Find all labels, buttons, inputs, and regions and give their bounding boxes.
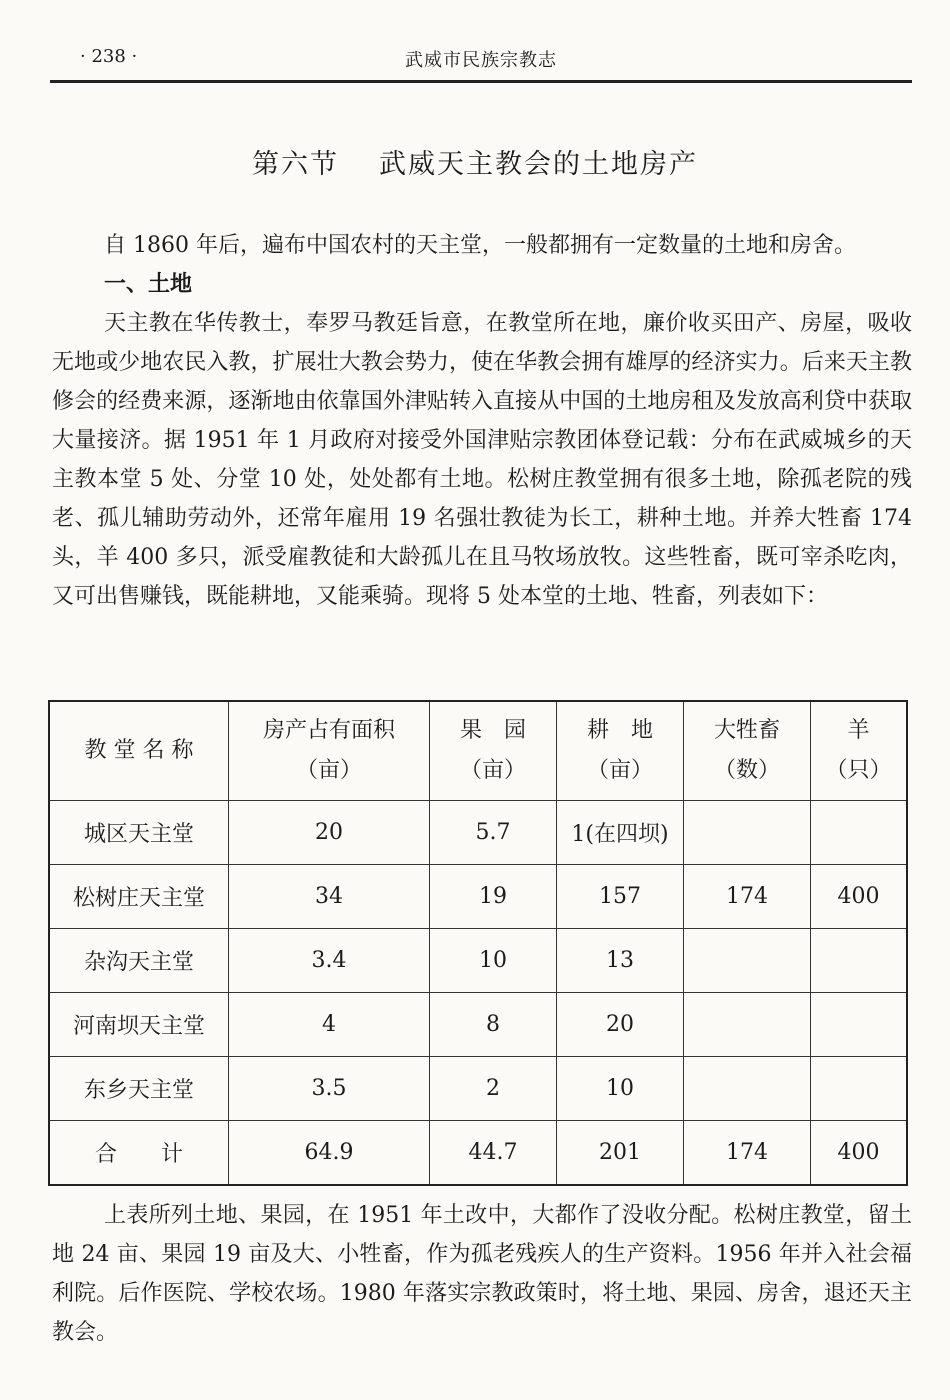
cell-sheep: [811, 993, 908, 1057]
cell-livestock: [684, 993, 811, 1057]
land-table: [48, 700, 908, 1186]
header-sheep: 羊 （只）: [811, 701, 908, 801]
table-total-row: [49, 1121, 907, 1186]
cell-livestock: 174: [684, 1121, 811, 1186]
cell-farmland: 201: [557, 1121, 684, 1186]
table-row: [49, 993, 907, 1057]
cell-property-area: 3.4: [229, 929, 430, 993]
table-row: [49, 865, 907, 929]
cell-farmland: 13: [557, 929, 684, 993]
cell-property-area: 64.9: [229, 1121, 430, 1186]
cell-sheep: 400: [811, 865, 908, 929]
cell-orchard: 5.7: [430, 801, 557, 865]
paragraph-land: 天主教在华传教士，奉罗马教廷旨意，在教堂所在地，廉价收买田产、房屋，吸收无地或少地农民入教，扩展壮大教会势力，使在华教会拥有雄厚的经济实力。后来天主教修会的经费来源，逐渐地由依靠国外津贴转入直接从中国的土地房租及发放高利贷中获取大量接济。据 1951 年 1 月政府对接受外国津贴宗教团体登记载：分布在武威城乡的天主教本堂 5 处、分堂 10 处，处处都有土地。松树庄教堂拥有很多土地，除孤老院的残老、孤儿辅助劳动外，还常年雇用 19 名强壮教徒为长工，耕种土地。并养大牲畜 174 头，羊 400 多只，派受雇教徒和大龄孤儿在且马牧场放牧。这些牲畜，既可宰杀吃肉，又可出售赚钱，既能耕地，又能乘骑。现将 5 处本堂的土地、牲畜，列表如下：: [52, 311, 912, 609]
running-title: 武威市民族宗教志: [405, 50, 557, 71]
section-heading: 武威天主教会的土地房产: [379, 149, 698, 180]
cell-orchard: 44.7: [430, 1121, 557, 1186]
cell-property-area: 20: [229, 801, 430, 865]
cell-sheep: 400: [811, 1121, 908, 1186]
subheading-land: 一、土地: [104, 272, 193, 297]
paragraph-land-reform: 上表所列土地、果园，在 1951 年土改中，大都作了没收分配。松树庄教堂，留土地 24 亩、果园 19 亩及大、小牲畜，作为孤老残疾人的生产资料。1956 年并入社会福利院。后作医院、学校农场。1980 年落实宗教政策时，将土地、果园、房舍，退还天主教会。: [52, 1203, 912, 1345]
table-header-row: [49, 701, 907, 801]
cell-sheep: [811, 801, 908, 865]
cell-sheep: [811, 929, 908, 993]
cell-orchard: 2: [430, 1057, 557, 1121]
page-number: · 238 ·: [80, 46, 138, 67]
cell-church-name: 河南坝天主堂: [49, 993, 229, 1057]
cell-church-name: 城区天主堂: [49, 801, 229, 865]
cell-livestock: [684, 801, 811, 865]
cell-property-area: 3.5: [229, 1057, 430, 1121]
body-text-after-table: [52, 1196, 912, 1352]
cell-church-name: 杂沟天主堂: [49, 929, 229, 993]
body-text: [52, 226, 912, 616]
cell-orchard: 19: [430, 865, 557, 929]
cell-farmland: 20: [557, 993, 684, 1057]
header-orchard: 果 园 （亩）: [430, 701, 557, 801]
table-row: [49, 929, 907, 993]
cell-sheep: [811, 1057, 908, 1121]
cell-orchard: 8: [430, 993, 557, 1057]
cell-church-name: 松树庄天主堂: [49, 865, 229, 929]
cell-livestock: [684, 1057, 811, 1121]
table-row: [49, 1057, 907, 1121]
cell-livestock: [684, 929, 811, 993]
cell-property-area: 34: [229, 865, 430, 929]
table-row: [49, 801, 907, 865]
header-property-area: 房产占有面积 （亩）: [229, 701, 430, 801]
cell-livestock: 174: [684, 865, 811, 929]
cell-property-area: 4: [229, 993, 430, 1057]
section-number: 第六节: [252, 149, 339, 180]
page-header: [50, 40, 912, 83]
cell-farmland: 10: [557, 1057, 684, 1121]
cell-church-name: 东乡天主堂: [49, 1057, 229, 1121]
section-title: [0, 142, 950, 181]
cell-church-name: 合 计: [49, 1121, 229, 1186]
cell-farmland: 1(在四坝): [557, 801, 684, 865]
header-livestock: 大牲畜 （数）: [684, 701, 811, 801]
cell-farmland: 157: [557, 865, 684, 929]
intro-paragraph: 自 1860 年后，遍布中国农村的天主堂，一般都拥有一定数量的土地和房舍。: [104, 233, 856, 258]
header-farmland: 耕 地 （亩）: [557, 701, 684, 801]
cell-orchard: 10: [430, 929, 557, 993]
header-church-name: 教 堂 名 称: [49, 701, 229, 801]
